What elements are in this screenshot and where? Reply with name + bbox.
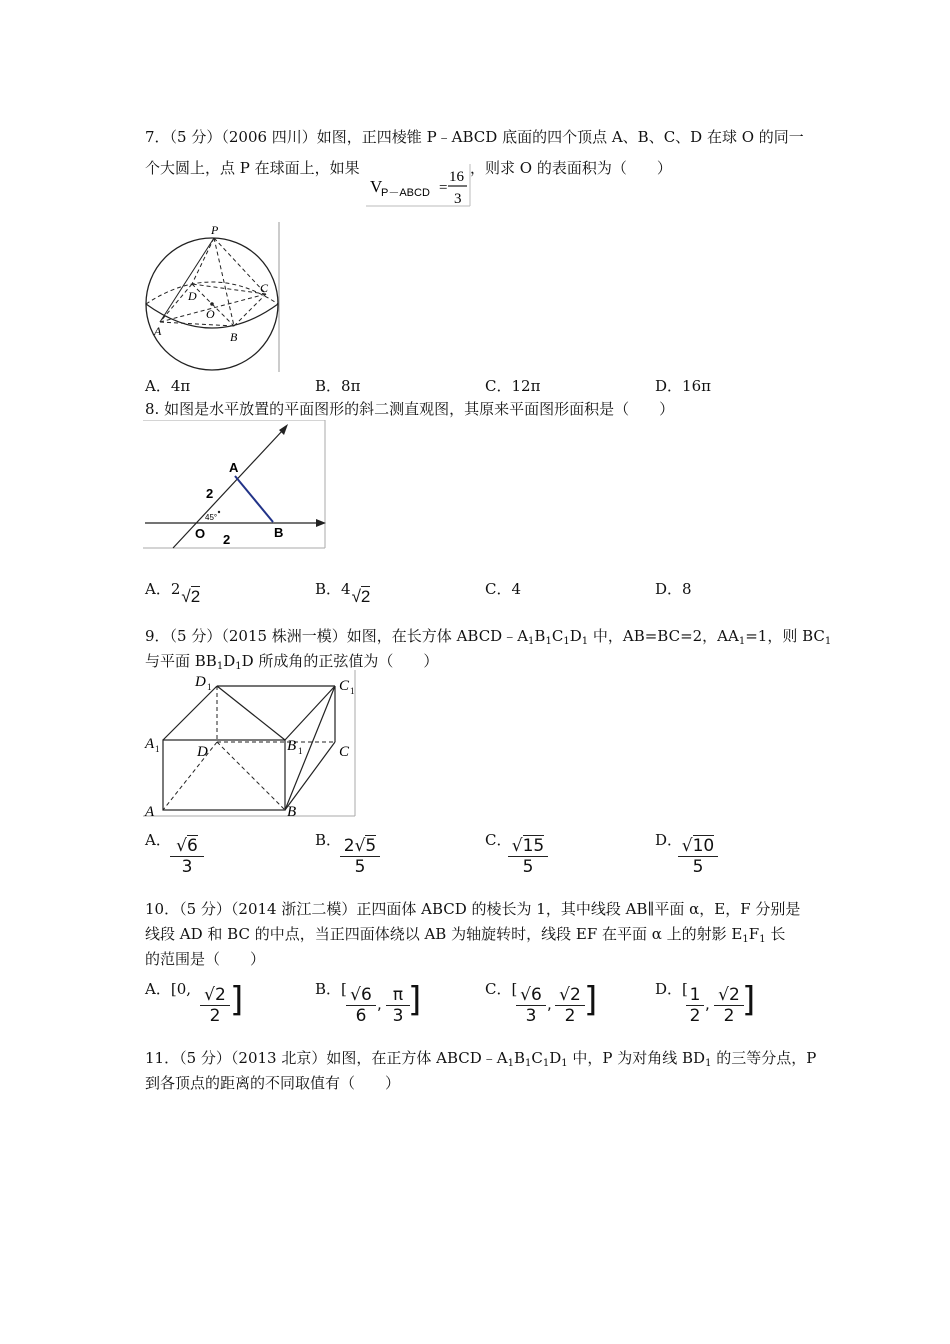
q10-option-b-frac1: √6 6 — [346, 985, 376, 1026]
q8-option-a[interactable]: A．2√2 — [145, 580, 201, 606]
label-D1: D — [195, 674, 206, 690]
q7-option-b[interactable]: B．8π — [315, 377, 361, 395]
q9-option-b[interactable]: B． — [315, 831, 342, 849]
q9-line1: 9．（5 分）（2015 株洲一模）如图，在长方体 $ABCD﹣A_1B_1C_1D_1$ 中，AB=BC=2，$AA_1=1$，则 $BC_1$ — [145, 627, 832, 647]
q9-option-c[interactable]: C． — [485, 831, 512, 849]
q7-option-a[interactable]: A．4π — [145, 377, 191, 395]
q10-option-c-frac1: √6 3 — [516, 985, 546, 1026]
label-B: B — [274, 525, 284, 540]
q10-option-c-bracket: ] — [584, 980, 598, 1020]
label-A: A — [229, 460, 239, 475]
q10-option-a[interactable]: A．[0, — [145, 980, 192, 998]
label-A: A — [154, 324, 162, 338]
label-C: C — [339, 744, 350, 760]
q10-line2: 线段 AD 和 BC 的中点，当正四面体绕以 AB 为轴旋转时，线段 EF 在平面 α 上的射影 $E_1F_1$ 长 — [145, 925, 786, 945]
label-B: B — [230, 330, 238, 344]
q9-option-a-frac: √6 3 — [170, 836, 204, 877]
q11-line1: 11．（5 分）（2013 北京）如图，在正方体 $ABCD﹣A_1B_1C_1D_1$ 中，P 为对角线 $BD_1$ 的三等分点，P — [145, 1049, 817, 1069]
label-O: O — [195, 526, 206, 541]
q7-volume-formula — [366, 164, 472, 208]
q9-option-b-frac: 2√5 5 — [340, 836, 380, 877]
q7-line2-tail: ，则求 O 的表面积为（ ） — [470, 159, 672, 177]
q10-line1: 10．（5 分）（2014 浙江二模）正四面体 ABCD 的棱长为 1，其中线段 AB∥平面 α，E，F 分别是 — [145, 900, 801, 918]
q8-option-c[interactable]: C．4 — [485, 580, 522, 598]
q10-option-b[interactable]: B．[ — [315, 980, 347, 998]
label-D: D — [188, 289, 197, 303]
q7-line2 — [145, 157, 360, 179]
q7-sphere-figure — [142, 222, 282, 374]
label-A1: A — [145, 736, 155, 752]
q10-option-d-bracket: ] — [742, 980, 756, 1020]
q9-option-c-frac: √15 5 — [508, 836, 548, 877]
q9-option-d-frac: √10 5 — [678, 836, 718, 877]
q8-oblique-figure — [143, 420, 329, 550]
q8-option-d[interactable]: D．8 — [655, 580, 692, 598]
q9-line2: 与平面 $BB_1D_1D$ 所成角的正弦值为（ ） — [145, 652, 439, 672]
q10-option-a-frac: √2 2 — [200, 985, 230, 1026]
q10-option-c-frac2: √2 2 — [555, 985, 585, 1026]
svg-text:1: 1 — [207, 682, 212, 692]
formula-sub: P－ABCD — [381, 187, 430, 199]
label-P: P — [211, 223, 219, 237]
q9-option-a[interactable]: A． — [145, 831, 171, 849]
q10-option-d[interactable]: D．[ — [655, 980, 688, 998]
label-D: D — [197, 744, 208, 760]
label-B: B — [287, 804, 297, 818]
label-2-horizontal: 2 — [223, 532, 231, 547]
q10-option-a-bracket: ] — [230, 980, 244, 1020]
q10-option-b-frac2: π 3 — [386, 985, 410, 1026]
q10-option-c[interactable]: C．[ — [485, 980, 518, 998]
formula-numerator: 16 — [449, 169, 464, 185]
q11-line2: 到各顶点的距离的不同取值有（ ） — [145, 1074, 401, 1092]
q9-cuboid-figure — [143, 670, 359, 818]
q10-option-b-bracket: ] — [408, 980, 422, 1020]
label-A: A — [145, 804, 155, 818]
document-page: 7．（5 分）（2006 四川）如图，正四棱锥 P﹣ABCD 底面的四个顶点 A、B、C、D 在球 O 的同一 个大圆上，点 P 在球面上，如果 ，则求 O 的表面积为（ ） V P－ABCD = 16 3 P D C O A B A．4π B．8π C．12π D．16π 8. 如图是水平放置的平面图形的斜二测直观图，其原来平面图形面积是（ ） A 2 45° O 2 B A．2√2 B．4√2 C．4 D．8 9．（5 分）（2015 株洲一模）如图，在长方体 $ABCD﹣A_1B_1C_1D_1$ 中，AB=BC=2，$AA_1=1$，则 $BC_1$ 与平面 $BB_1D_1D$ 所成角的正弦值为（ ） D 1 C 1 A 1 D B 1 C A B A． √6 3 B． 2√5 5 C． √15 5 D． √10 5 10．（5 分）（2014 浙江二模）正四面体 ABCD 的棱长为 1，其中线段 AB∥平面 α，E，F 分别是 线段 AD 和 BC 的中点，当正四面体绕以 AB 为轴旋转时，线段 EF 在平面 α 上的射影 $E_1F_1$ 长 的范围是（ ） A．[0, √2 2 ] B．[ √6 6 , π 3 ] C．[ √6 3 , √2 2 ] D．[ 1 2 , √2 2 ] 11．（5 分）（2013 北京）如图，在正方体 $ABCD﹣A_1B_1C_1D_1$ 中，P 为对角线 $BD_1$ 的三等分点，P 到各顶点的距离的不同取值有（ ） — [0, 0, 950, 1344]
q10-line3: 的范围是（ ） — [145, 950, 266, 968]
q7-option-d[interactable]: D．16π — [655, 377, 711, 395]
q10-option-d-frac1: 1 2 — [686, 985, 704, 1026]
formula-v: V — [370, 177, 383, 196]
label-45: 45° — [205, 513, 218, 522]
formula-denominator: 3 — [454, 191, 462, 207]
q7-line2-text: 个大圆上，点 P 在球面上，如果 — [145, 159, 360, 177]
svg-text:1: 1 — [350, 686, 355, 696]
label-2-oblique: 2 — [206, 486, 214, 501]
q8-option-b[interactable]: B．4√2 — [315, 580, 371, 606]
label-C1: C — [339, 678, 350, 694]
q9-option-d[interactable]: D． — [655, 831, 683, 849]
q7-option-c[interactable]: C．12π — [485, 377, 541, 395]
svg-text:1: 1 — [298, 746, 303, 756]
label-C: C — [260, 281, 269, 295]
svg-text:=: = — [439, 180, 448, 196]
q7-line1: 7．（5 分）（2006 四川）如图，正四棱锥 P﹣ABCD 底面的四个顶点 A、B、C、D 在球 O 的同一 — [145, 128, 804, 146]
label-B1: B — [287, 738, 297, 754]
q10-option-d-frac2: √2 2 — [714, 985, 744, 1026]
label-O: O — [206, 307, 215, 321]
svg-text:1: 1 — [155, 744, 160, 754]
q8-line1: 8. 如图是水平放置的平面图形的斜二测直观图，其原来平面图形面积是（ ） — [145, 400, 675, 418]
